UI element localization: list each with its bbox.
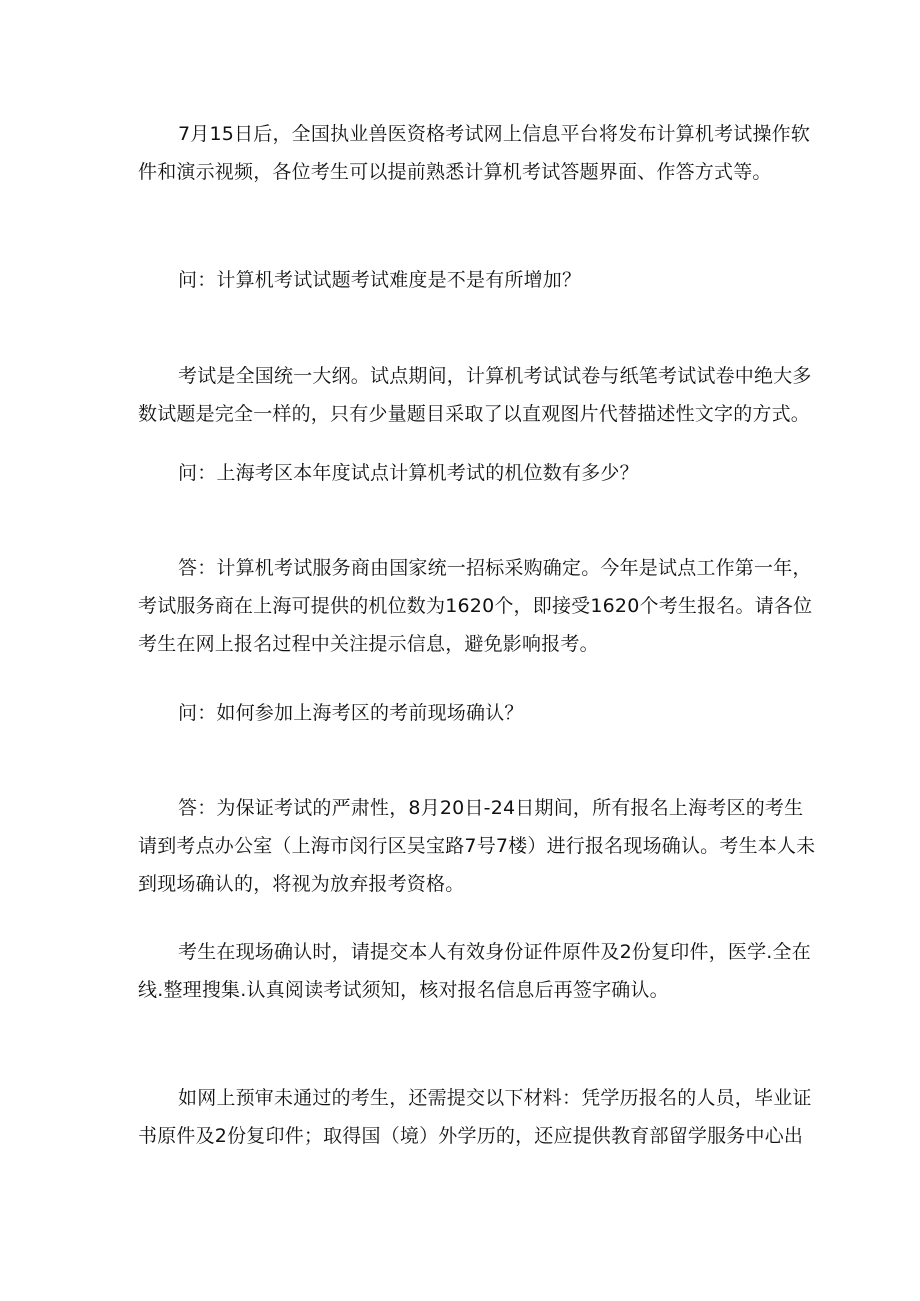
text-line: 到现场确认的，将视为放弃报考资格。 <box>138 873 465 895</box>
text-line: 考试服务商在上海可提供的机位数为1620个，即接受1620个考生报名。请各位 <box>138 595 813 617</box>
text-line: 书原件及2份复印件；取得国（境）外学历的，还应提供教育部留学服务中心出 <box>138 1125 804 1147</box>
text-line: 问：计算机考试试题考试难度是不是有所增加？ <box>178 269 582 291</box>
answer-seat-count <box>138 549 813 663</box>
text-line: 问：如何参加上海考区的考前现场确认？ <box>178 702 524 724</box>
paragraph-required-documents <box>138 933 811 1009</box>
text-line: 考生在现场确认时，请提交本人有效身份证件原件及2份复印件，医学.全在 <box>178 941 811 963</box>
answer-onsite-confirmation <box>138 789 816 903</box>
text-line: 考试是全国统一大纲。试点期间，计算机考试试卷与纸笔考试试卷中绝大多 <box>178 365 812 387</box>
text-line: 问：上海考区本年度试点计算机考试的机位数有多少？ <box>178 462 639 484</box>
text-line: 请到考点办公室（上海市闵行区吴宝路7号7楼）进行报名现场确认。考生本人未 <box>138 835 816 857</box>
text-line: 考生在网上报名过程中关注提示信息，避免影响报考。 <box>138 633 599 655</box>
paragraph-software-release <box>138 115 811 191</box>
paragraph-additional-materials <box>138 1079 812 1155</box>
answer-difficulty <box>138 357 812 433</box>
text-line: 如网上预审未通过的考生，还需提交以下材料：凭学历报名的人员，毕业证 <box>178 1087 812 1109</box>
text-line: 7月15日后，全国执业兽医资格考试网上信息平台将发布计算机考试操作软 <box>178 123 811 145</box>
text-line: 数试题是完全一样的，只有少量题目采取了以直观图片代替描述性文字的方式。 <box>138 403 811 425</box>
text-line: 答：为保证考试的严肃性，8月20日-24日期间，所有报名上海考区的考生 <box>178 797 804 819</box>
question-onsite-confirmation <box>138 694 788 732</box>
question-seat-count <box>138 454 788 492</box>
text-line: 线.整理搜集.认真阅读考试须知，核对报名信息后再签字确认。 <box>138 979 669 1001</box>
question-difficulty <box>138 261 788 299</box>
text-line: 件和演示视频，各位考生可以提前熟悉计算机考试答题界面、作答方式等。 <box>138 161 772 183</box>
text-line: 答：计算机考试服务商由国家统一招标采购确定。今年是试点工作第一年， <box>178 557 812 579</box>
